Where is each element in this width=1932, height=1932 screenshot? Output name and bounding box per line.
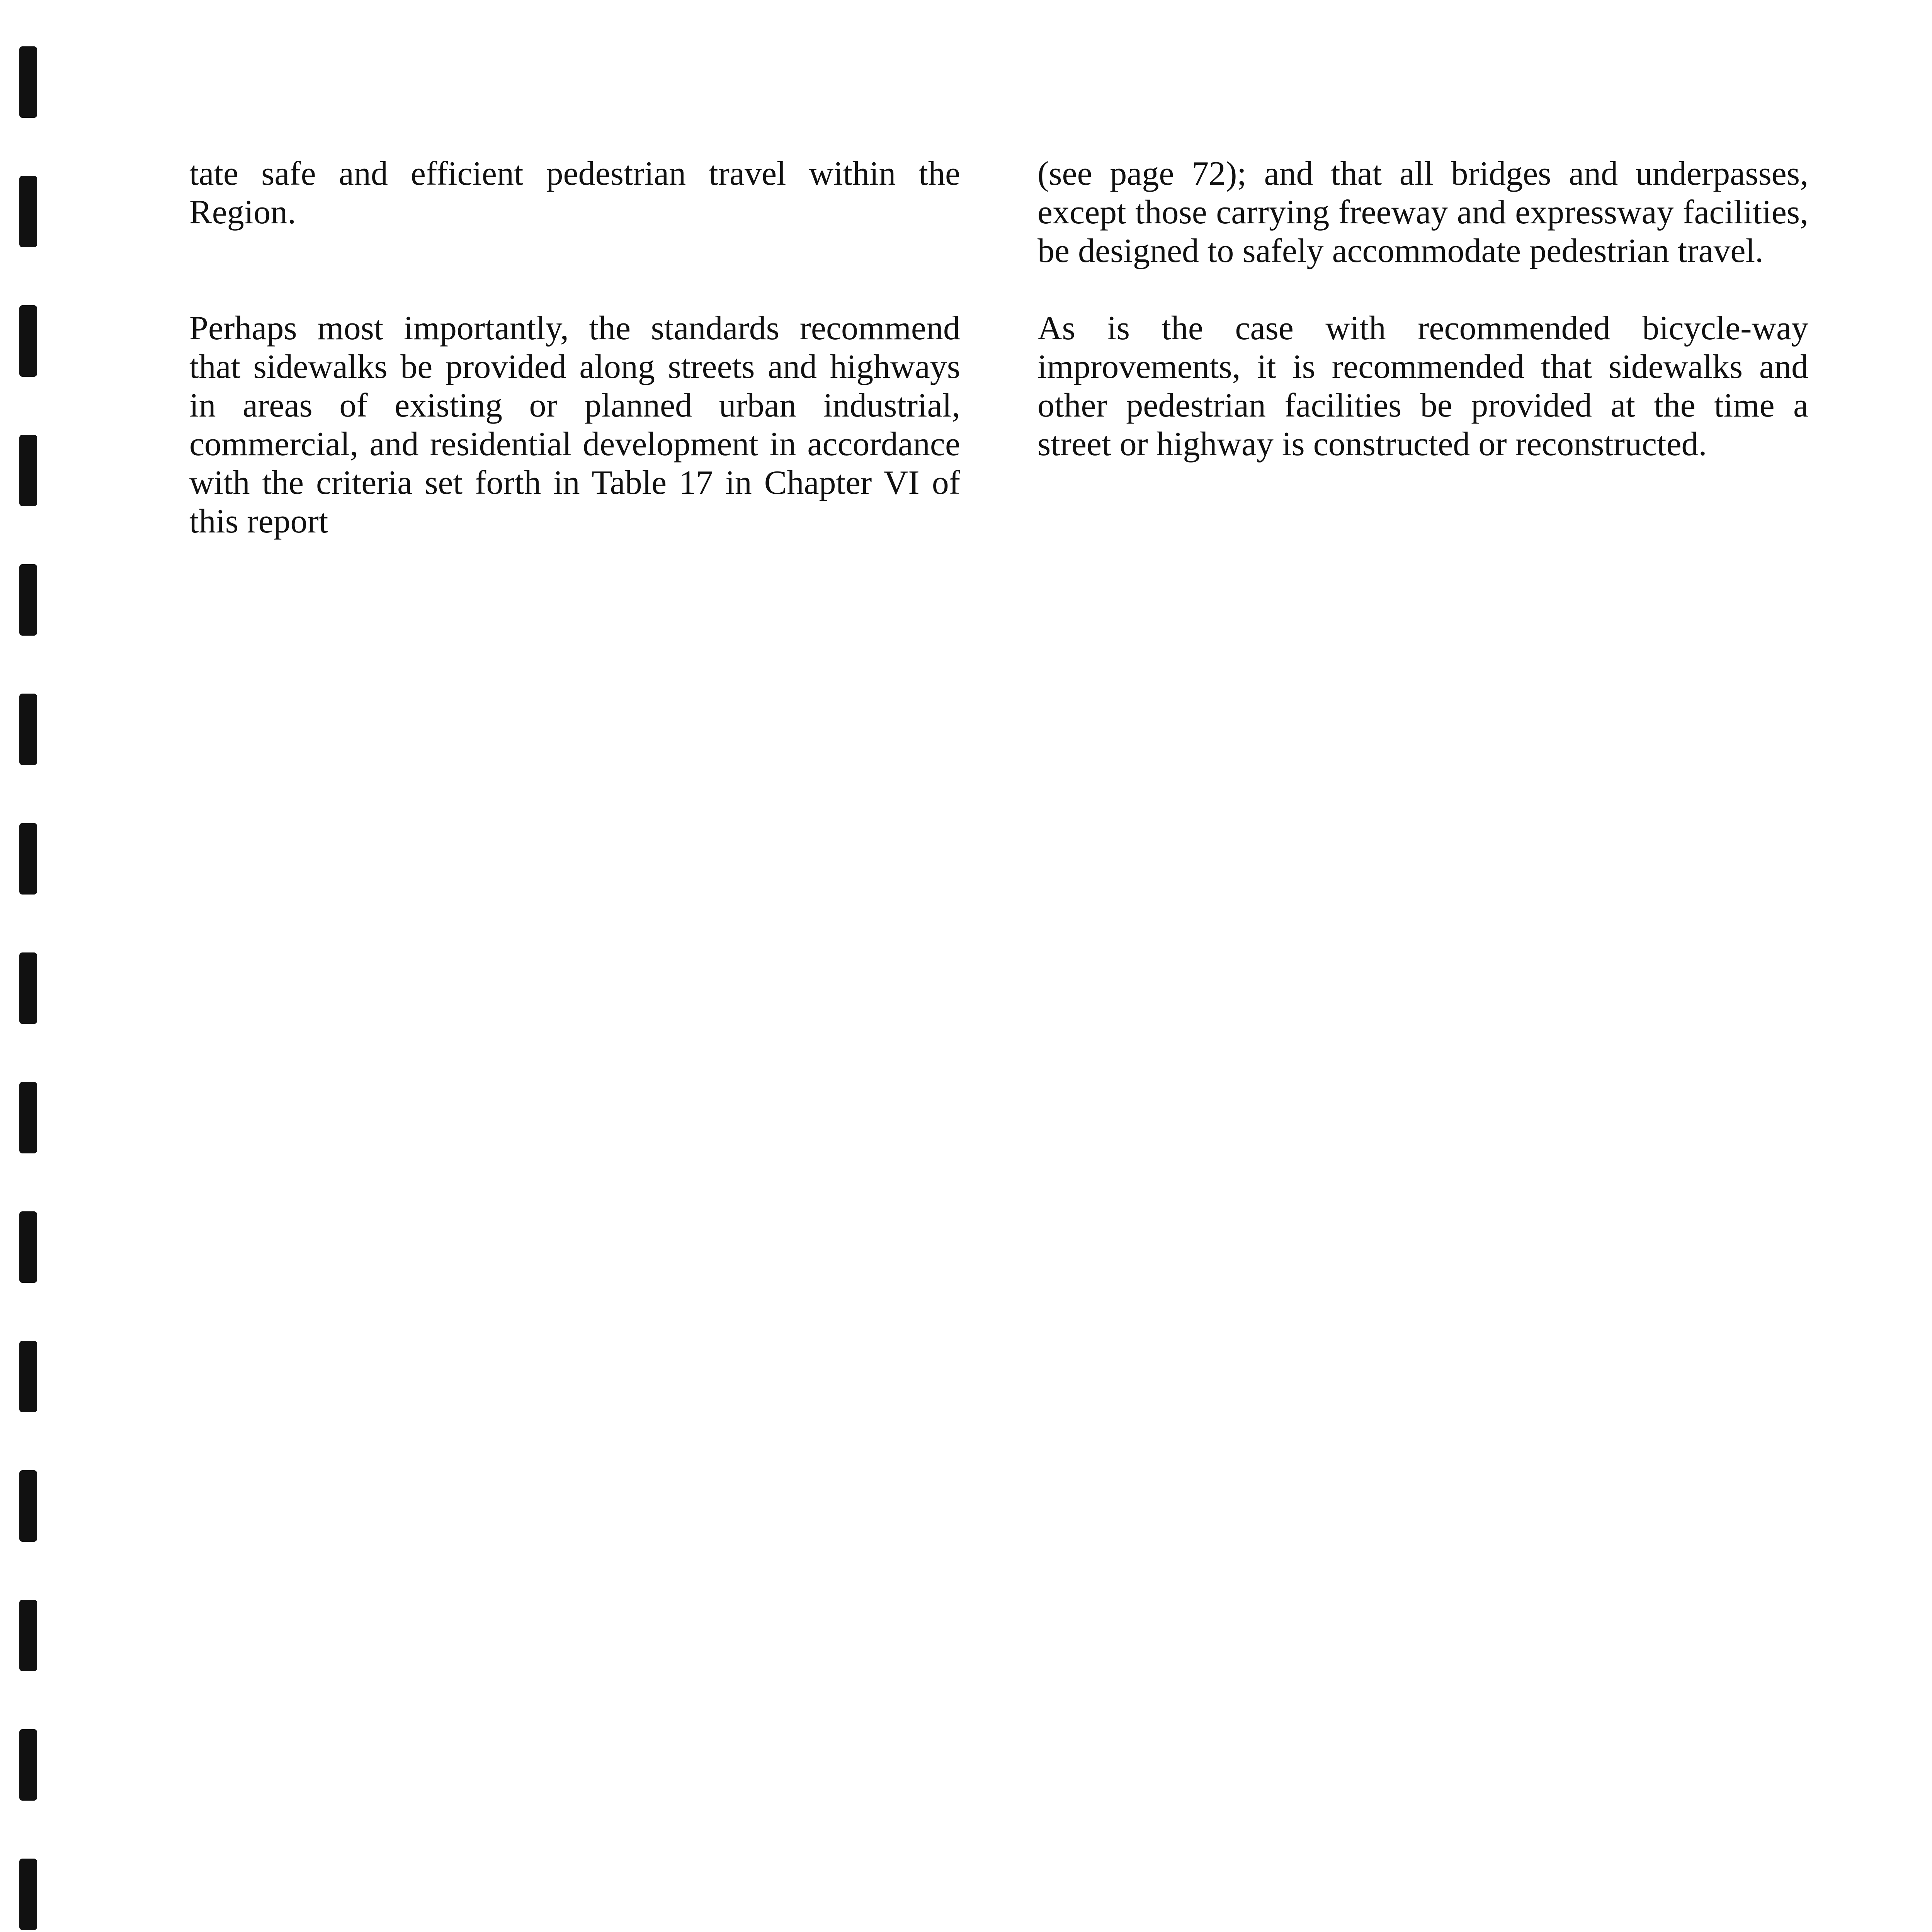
binding-mark [19, 1859, 37, 1930]
binding-mark [19, 1211, 37, 1283]
binding-mark [19, 1470, 37, 1542]
binding-mark [19, 1341, 37, 1412]
binding-mark [19, 823, 37, 895]
left-text-column [189, 155, 960, 541]
binding-mark [19, 1600, 37, 1671]
paragraph: Perhaps most importantly, the standards recommend that sidewalks be provided along streets and highways in areas of existing or planned urban industrial, commercial, and residential development in accordance with the criteria set forth in Table 17 in Chapter VI of this report [189, 310, 960, 540]
binding-mark [19, 564, 37, 636]
binding-mark [19, 1729, 37, 1801]
binding-mark [19, 46, 37, 118]
paragraph: tate safe and efficient pedestrian travel within the Region. [189, 155, 960, 231]
binding-mark [19, 435, 37, 506]
paragraph: (see page 72); and that all bridges and underpasses, except those carrying freeway and expressway facilities, be designed to safely accommodate pedestrian travel. [1037, 155, 1808, 270]
binding-mark [19, 305, 37, 377]
binding-mark [19, 1082, 37, 1153]
binding-mark [19, 694, 37, 765]
paragraph: As is the case with recommended bicycle-way improvements, it is recommended that sidewalks and other pedestrian facilities be provided at the time a street or highway is constructed or reconstructed. [1037, 310, 1808, 463]
binding-mark [19, 952, 37, 1024]
right-text-column [1037, 155, 1808, 464]
binding-mark [19, 176, 37, 247]
